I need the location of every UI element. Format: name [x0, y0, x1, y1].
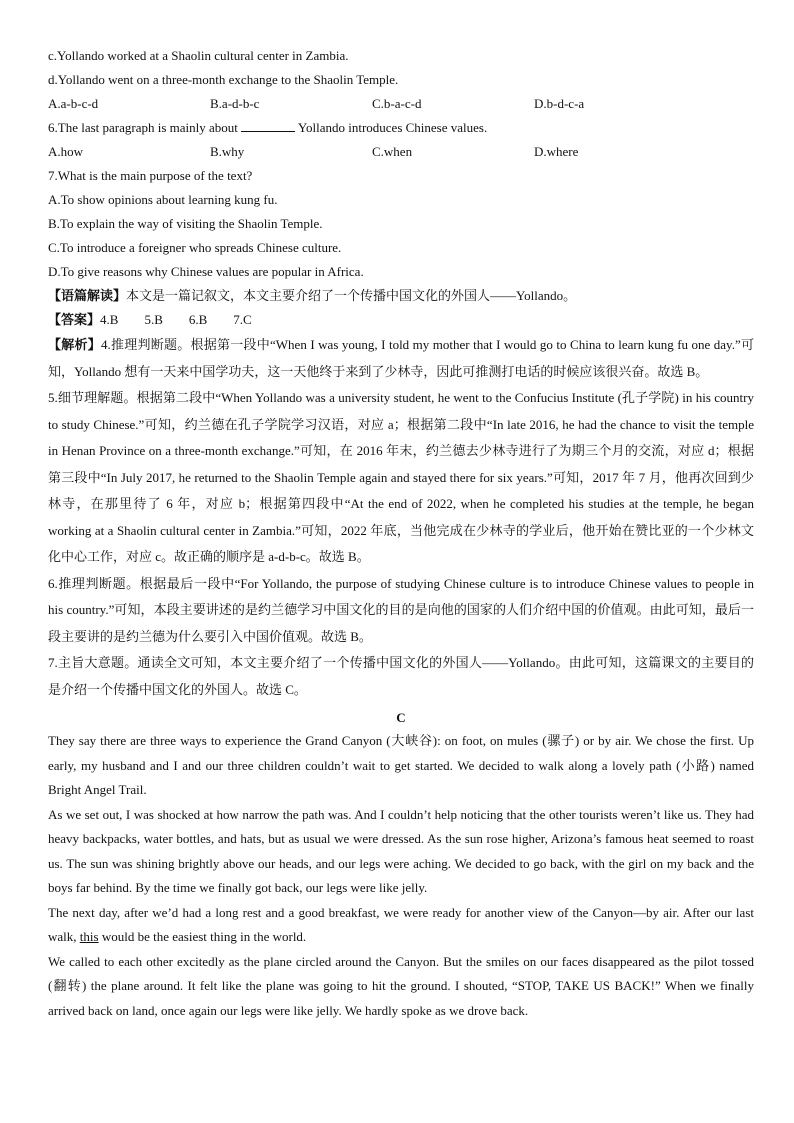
- answer-item: 4.B: [100, 312, 119, 327]
- answer-item: 6.B: [188, 312, 208, 327]
- q6-stem: [48, 116, 754, 140]
- q7-choice-a: A.To show opinions about learning kung fu.: [48, 192, 278, 207]
- q5-option-d: d.Yollando went on a three-month exchange to the Shaolin Temple.: [48, 72, 399, 87]
- q5-choice-b: B.a-d-b-c: [210, 96, 260, 111]
- interpretation-text: 本文是一篇记叙文，本文主要介绍了一个传播中国文化的外国人——Yollando。: [126, 288, 577, 303]
- q5-choice-c: C.b-a-c-d: [372, 96, 422, 111]
- q5-choice-d: D.b-d-c-a: [534, 96, 585, 111]
- q6-stem-before: 6.The last paragraph is mainly about: [48, 120, 238, 135]
- analysis-q5: 5.细节理解题。根据第二段中“When Yollando was a university student, he went to the Confucius Institute (孔子学院) in his country to study Chinese.”可知，约兰德在孔子学院学习汉语，对应 a；根据第二段中“In late 2016, he had the chance to visit the temple in Henan Province on a three-month exchange.”可知，在 2016 年末，约兰德去少林寺进行了为期三个月的交流，对应 d；根据第三段中“In July 2017, he returned to the Shaolin Temple again and stayed there for six years.”可知，2017 年 7 月，他再次回到少林寺，在那里待了 6 年，对应 b；根据第四段中“At the end of 2022, when he completed his studies at the temple, he began working at a Shaolin cultural center in Zambia.”可知，2022 年底，当他完成在少林寺的学业后，他开始在赞比亚的一个少林文化中心工作，对应 c。故正确的顺序是 a-d-b-c。故选 B。: [48, 390, 754, 564]
- passage-paragraph-2: As we set out, I was shocked at how narrow the path was. And I couldn’t help noticing that the other tourists weren’t like us. They had heavy backpacks, water bottles, and hats, but as usual we were dressed. As the sun rose higher, Arizona’s famous heat seemed to roast us. The sun was shining brightly above our heads, and our legs were aching. We decided to go back, with the girl on my back and the boys far behind. By the time we finally got back, our legs were like jelly.: [48, 806, 754, 895]
- q5-choice-a: A.a-b-c-d: [48, 96, 99, 111]
- analysis-q4: [48, 332, 754, 385]
- q7-choice-d: D.To give reasons why Chinese values are popular in Africa.: [48, 264, 364, 279]
- answer-line: [48, 308, 754, 332]
- passage-paragraph-4: We called to each other excitedly as the plane circled around the Canyon. But the smiles on our faces disappeared as the pilot tossed (翻转) the plane around. It felt like the plane was going to hit the ground. I shouted, “STOP, TAKE US BACK!” When we finally arrived back on land, once again our legs were like jelly. We hardly spoke as we drove back.: [48, 953, 754, 1018]
- q6-stem-after: Yollando introduces Chinese values.: [297, 120, 488, 135]
- section-c-heading: C: [396, 710, 406, 725]
- q6-choice-b: B.why: [210, 144, 245, 159]
- q6-choices: [48, 140, 754, 164]
- passage-p3-after: would be the easiest thing in the world.: [101, 929, 307, 944]
- answer-item: 5.B: [144, 312, 163, 327]
- document-page: [48, 44, 754, 1023]
- underlined-word: this: [79, 929, 99, 944]
- q5-choices: [48, 92, 754, 116]
- passage-paragraph-1: They say there are three ways to experience the Grand Canyon (大峡谷): on foot, on mules (骡子) or by air. We chose the first. Up early, my husband and I and our three children couldn’t wait to get started. We decided to walk along a lovely path (小路) named Bright Angel Trail.: [48, 733, 754, 797]
- q6-choice-c: C.when: [372, 144, 413, 159]
- passage-paragraph-3: [48, 901, 754, 950]
- analysis-label: 【解析】: [48, 337, 102, 352]
- q5-option-c: c.Yollando worked at a Shaolin cultural center in Zambia.: [48, 48, 349, 63]
- q6-choice-a: A.how: [48, 144, 84, 159]
- q7-choice-c: C.To introduce a foreigner who spreads Chinese culture.: [48, 240, 342, 255]
- q7-stem: 7.What is the main purpose of the text?: [48, 168, 253, 183]
- analysis-q6: 6.推理判断题。根据最后一段中“For Yollando, the purpose of studying Chinese culture is to introduce Chinese values to people in his country.”可知，本段主要讲述的是约兰德学习中国文化的目的是向他的国家的人们介绍中国的价值观。由此可知，最后一段主要讲的是约兰德为什么要引入中国价值观。故选 B。: [48, 575, 754, 644]
- q6-choice-d: D.where: [534, 144, 579, 159]
- answer-label: 【答案】: [48, 312, 101, 327]
- interpretation: [48, 284, 754, 308]
- interpretation-label: 【语篇解读】: [48, 288, 127, 303]
- q7-choice-b: B.To explain the way of visiting the Shaolin Temple.: [48, 216, 323, 231]
- answer-blank: [241, 120, 295, 132]
- answer-item: 7.C: [233, 312, 252, 327]
- passage-p3-before: The next day, after we’d had a long rest and a good breakfast, we were ready for another view of the Canyon—by air. After our last walk,: [48, 904, 754, 944]
- analysis-q7: 7.主旨大意题。通读全文可知，本文主要介绍了一个传播中国文化的外国人——Yollando。由此可知，这篇课文的主要目的是介绍一个传播中国文化的外国人。故选 C。: [48, 655, 754, 697]
- analysis-q4-text: 4.推理判断题。根据第一段中“When I was young, I told my mother that I would go to China to learn kung fu one day.”可知，Yollando 想有一天来中国学功夫，这一天他终于来到了少林寺，因此可推测打电话的时候应该很兴奋。故选 B。: [48, 337, 754, 379]
